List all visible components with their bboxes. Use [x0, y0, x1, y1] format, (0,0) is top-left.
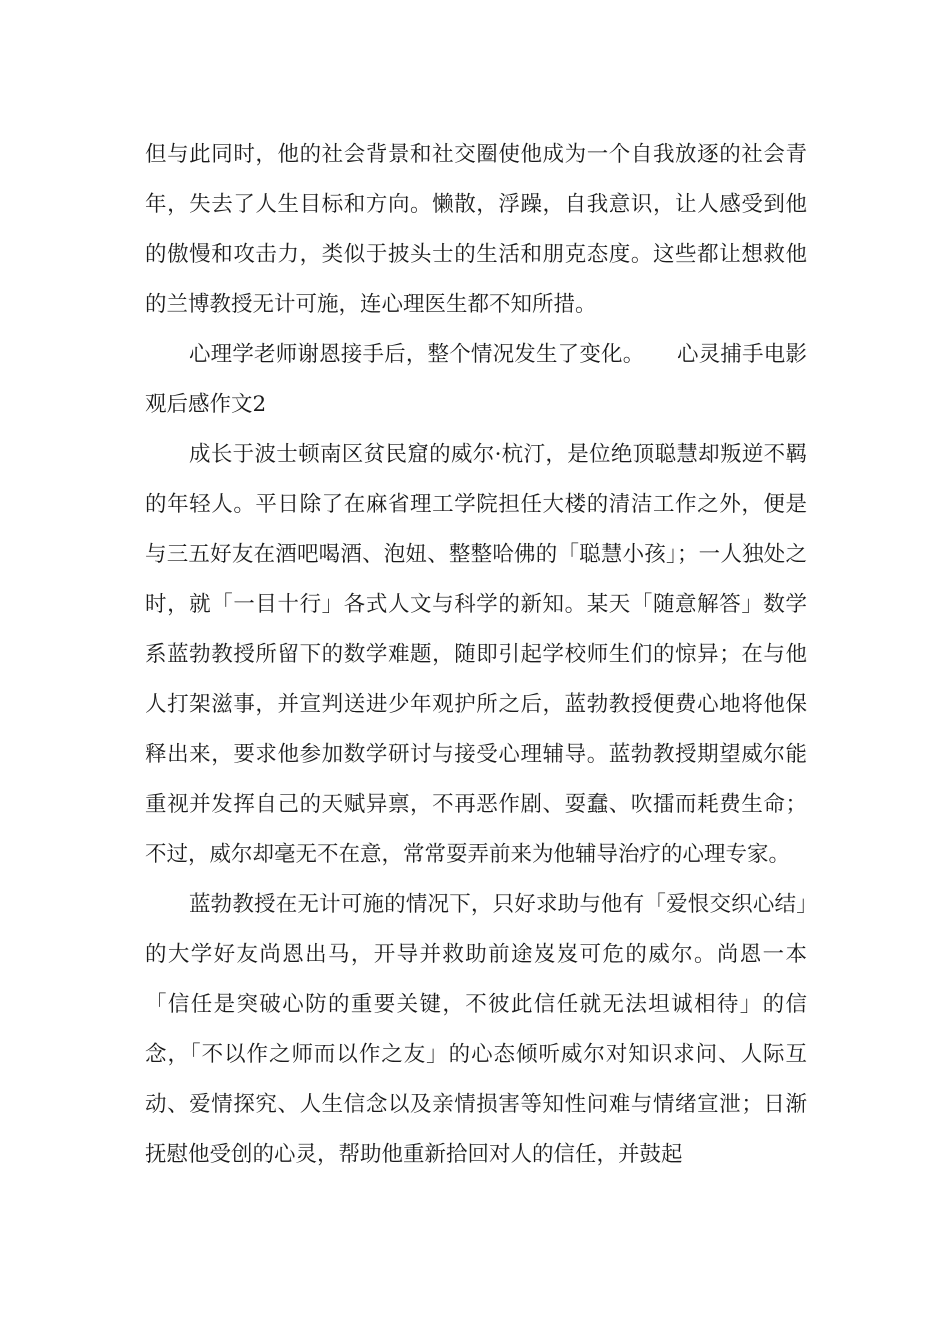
paragraph-2: 心理学老师谢恩接手后，整个情况发生了变化。 心灵捕手电影观后感作文2: [145, 342, 807, 417]
paragraph-3: 成长于波士顿南区贫民窟的威尔·杭汀，是位绝顶聪慧却叛逆不羁的年轻人。平日除了在麻省理工学院担任大楼的清洁工作之外，便是与三五好友在酒吧喝酒、泡妞、整整哈佛的「聪慧小孩」；一人独处之时，就「一目十行」各式人文与科学的新知。某天「随意解答」数学系蓝勃教授所留下的数学难题，随即引起学校师生们的惊异；在与他人打架滋事，并宣判送进少年观护所之后，蓝勃教授便费心地将他保释出来，要求他参加数学研讨与接受心理辅导。蓝勃教授期望威尔能重视并发挥自己的天赋异禀，不再恶作剧、耍蠢、吹擂而耗费生命；不过，威尔却毫无不在意，常常耍弄前来为他辅导治疗的心理专家。: [145, 442, 807, 867]
paragraph-4: 蓝勃教授在无计可施的情况下，只好求助与他有「爱恨交织心结」的大学好友尚恩出马，开导并救助前途岌岌可危的威尔。尚恩一本「信任是突破心防的重要关键，不彼此信任就无法坦诚相待」的信念，「不以作之师而以作之友」的心态倾听威尔对知识求问、人际互动、爱情探究、人生信念以及亲情损害等知性问难与情绪宣泄；日渐抚慰他受创的心灵，帮助他重新拾回对人的信任，并鼓起: [145, 892, 807, 1167]
paragraph-1: 但与此同时，他的社会背景和社交圈使他成为一个自我放逐的社会青年，失去了人生目标和方向。懒散，浮躁，自我意识，让人感受到他的傲慢和攻击力，类似于披头士的生活和朋克态度。这些都让想救他的兰博教授无计可施，连心理医生都不知所措。: [145, 142, 807, 317]
document-body: [145, 130, 807, 1180]
